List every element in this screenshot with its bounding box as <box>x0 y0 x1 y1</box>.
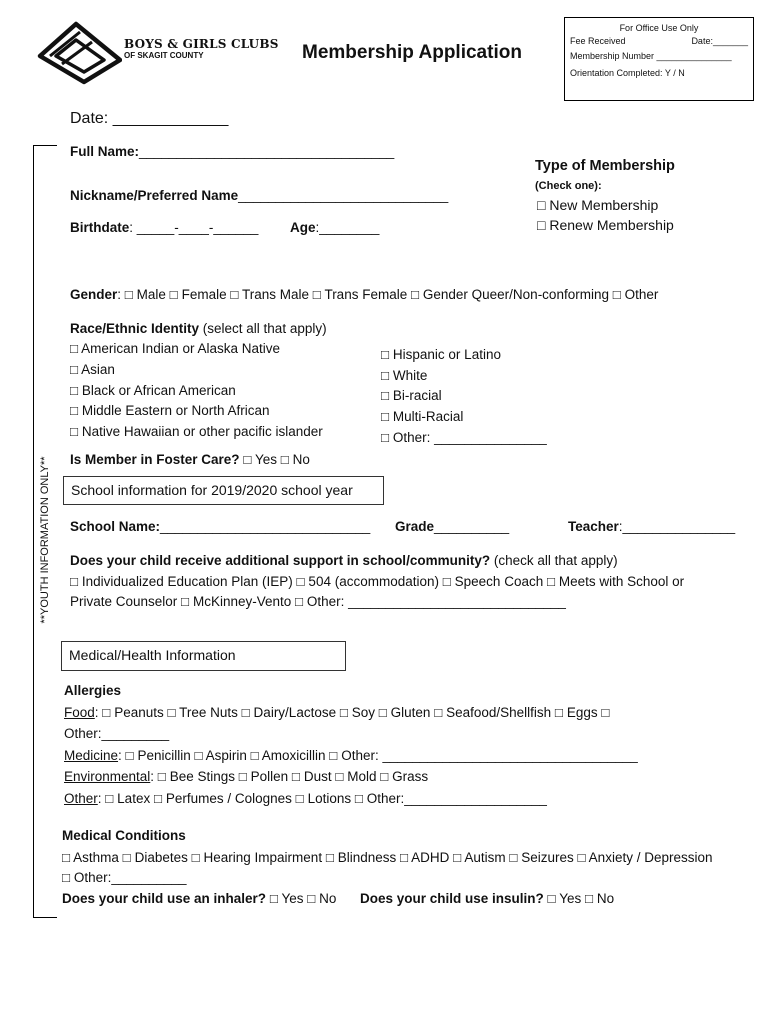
office-title: For Office Use Only <box>619 23 699 33</box>
page-title: Membership Application <box>302 42 522 63</box>
environmental-allergies-row[interactable] <box>64 769 428 784</box>
office-fee-received: Fee Received <box>570 36 626 46</box>
teacher-label: Teacher <box>568 519 619 534</box>
nickname-field[interactable] <box>70 188 448 203</box>
gender-label: Gender <box>70 287 118 302</box>
office-fee-row <box>570 35 748 47</box>
food-allergies-row[interactable] <box>64 705 610 720</box>
race-right-3[interactable]: □ Multi-Racial <box>381 409 464 424</box>
race-right-2[interactable]: □ Bi-racial <box>381 388 442 403</box>
medical-conditions-line1[interactable]: □ Asthma □ Diabetes □ Hearing Impairment □ Blindness □ ADHD □ Autism □ Seizures □ Anxiety / Depression <box>62 850 713 865</box>
support-question-text: Does your child receive additional support in school/community? <box>70 553 491 568</box>
environmental-options[interactable]: : □ Bee Stings □ Pollen □ Dust □ Mold □ Grass <box>150 769 429 784</box>
race-left-4[interactable]: □ Native Hawaiian or other pacific islander <box>70 424 323 439</box>
inhaler-options[interactable]: □ Yes □ No <box>266 891 337 906</box>
nickname-label: Nickname/Preferred Name <box>70 188 239 203</box>
medicine-options[interactable]: : □ Penicillin □ Aspirin □ Amoxicillin □ Other: __________________________________ <box>118 748 638 763</box>
membership-type-hint: (Check one): <box>535 180 602 192</box>
age-blank: :________ <box>315 220 380 235</box>
logo <box>36 20 122 86</box>
nickname-blank: ____________________________ <box>238 188 449 203</box>
membership-type-title: Type of Membership <box>535 158 675 174</box>
foster-care-row[interactable] <box>70 452 310 467</box>
full-name-blank: __________________________________ <box>139 144 395 159</box>
school-name-blank: ____________________________ <box>160 519 371 534</box>
insulin-question: Does your child use insulin? <box>360 891 544 906</box>
birthdate-blank: : _____-____-______ <box>129 220 259 235</box>
foster-care-label: Is Member in Foster Care? <box>70 452 240 467</box>
other-label: Other <box>64 791 98 806</box>
race-label: Race/Ethnic Identity <box>70 321 200 336</box>
youth-info-label: **YOUTH INFORMATION ONLY** <box>39 456 51 624</box>
foster-care-options[interactable]: □ Yes □ No <box>239 452 310 467</box>
office-date: Date:_______ <box>691 36 748 46</box>
support-question <box>70 553 618 568</box>
support-options-line1[interactable]: □ Individualized Education Plan (IEP) □ 504 (accommodation) □ Speech Coach □ Meets with School or <box>70 574 685 589</box>
renew-membership-checkbox[interactable]: □ Renew Membership <box>537 217 674 233</box>
school-name-field[interactable] <box>70 519 370 534</box>
medical-conditions-title: Medical Conditions <box>62 828 186 843</box>
birthdate-field[interactable] <box>70 220 258 235</box>
new-membership-checkbox[interactable]: □ New Membership <box>537 197 659 213</box>
gender-options[interactable]: : □ Male □ Female □ Trans Male □ Trans Female □ Gender Queer/Non-conforming □ Other <box>117 287 659 302</box>
teacher-blank: :_______________ <box>618 519 736 534</box>
race-right-0[interactable]: □ Hispanic or Latino <box>381 347 501 362</box>
birthdate-label: Birthdate <box>70 220 130 235</box>
environmental-label: Environmental <box>64 769 151 784</box>
insulin-row[interactable] <box>360 891 614 906</box>
medicine-label: Medicine <box>64 748 119 763</box>
other-options[interactable]: : □ Latex □ Perfumes / Colognes □ Lotions □ Other:___________________ <box>97 791 547 806</box>
race-left-3[interactable]: □ Middle Eastern or North African <box>70 403 270 418</box>
allergies-title: Allergies <box>64 683 122 698</box>
school-info-header: School information for 2019/2020 school year <box>63 476 384 505</box>
office-orientation: Orientation Completed: Y / N <box>570 68 685 78</box>
age-field[interactable] <box>290 220 379 235</box>
clubs-logo-icon <box>36 20 122 86</box>
grade-blank: __________ <box>434 519 510 534</box>
support-hint: (check all that apply) <box>490 553 618 568</box>
food-options[interactable]: : □ Peanuts □ Tree Nuts □ Dairy/Lactose □ Soy □ Gluten □ Seafood/Shellfish □ Eggs □ <box>94 705 610 720</box>
logo-line2: OF SKAGIT COUNTY <box>124 51 204 60</box>
teacher-field[interactable] <box>568 519 735 534</box>
full-name-field[interactable] <box>70 144 394 159</box>
race-heading <box>70 321 327 336</box>
full-name-label: Full Name: <box>70 144 140 159</box>
race-left-1[interactable]: □ Asian <box>70 362 115 377</box>
insulin-options[interactable]: □ Yes □ No <box>543 891 615 906</box>
school-name-label: School Name: <box>70 519 161 534</box>
grade-field[interactable] <box>395 519 509 534</box>
medical-info-header: Medical/Health Information <box>61 641 346 671</box>
inhaler-row[interactable] <box>62 891 336 906</box>
logo-line1: BOYS & GIRLS CLUBS <box>124 37 279 51</box>
race-left-0[interactable]: □ American Indian or Alaska Native <box>70 341 281 356</box>
food-label: Food <box>64 705 95 720</box>
inhaler-question: Does your child use an inhaler? <box>62 891 267 906</box>
age-label: Age <box>290 220 316 235</box>
race-right-4[interactable]: □ Other: _______________ <box>381 430 547 445</box>
gender-row[interactable] <box>70 287 658 302</box>
grade-label: Grade <box>395 519 435 534</box>
medicine-allergies-row[interactable] <box>64 748 638 763</box>
food-other[interactable]: Other:_________ <box>64 726 170 741</box>
office-membership-number: Membership Number _______________ <box>570 51 732 61</box>
other-allergies-row[interactable] <box>64 791 547 806</box>
support-options-line2[interactable]: Private Counselor □ McKinney-Vento □ Other: _____________________________ <box>70 594 566 609</box>
race-left-2[interactable]: □ Black or African American <box>70 383 236 398</box>
race-hint: (select all that apply) <box>199 321 327 336</box>
date-field[interactable]: Date: _____________ <box>70 110 229 127</box>
medical-conditions-line2[interactable]: □ Other:__________ <box>62 870 187 885</box>
office-use-box <box>564 17 754 101</box>
race-right-1[interactable]: □ White <box>381 368 428 383</box>
